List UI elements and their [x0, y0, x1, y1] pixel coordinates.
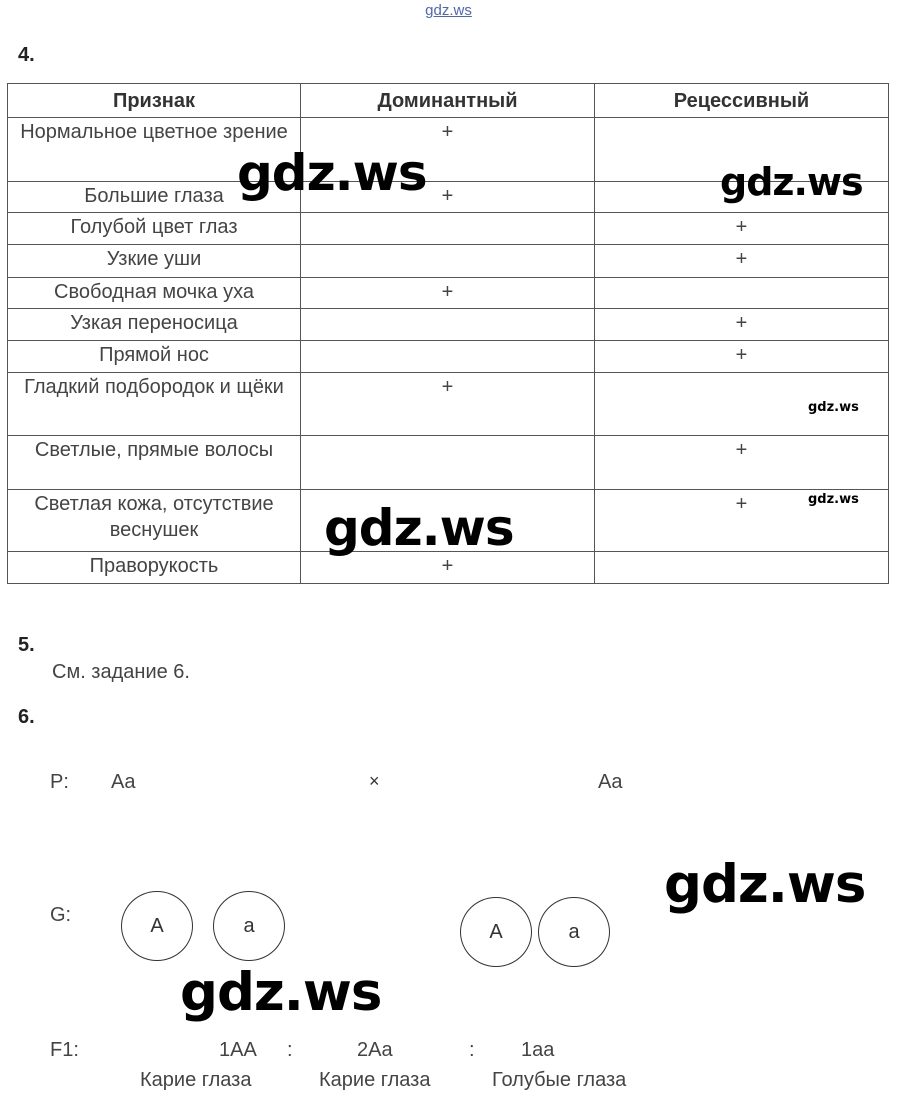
dominant-cell: +: [301, 182, 595, 213]
gamete-label: A: [489, 920, 503, 943]
table-row: [8, 341, 889, 373]
watermark: gdz.ws: [180, 962, 382, 1023]
table-row: [8, 245, 889, 278]
dominant-cell: [301, 341, 595, 373]
trait-cell: Светлая кожа, отсутствие веснушек: [8, 490, 301, 552]
dominant-cell: +: [301, 118, 595, 182]
watermark: gdz.ws: [324, 499, 514, 557]
task-5-number: 5.: [18, 634, 35, 656]
dominant-cell: [301, 436, 595, 490]
gamete-circle: [460, 897, 532, 967]
cross-symbol: ×: [369, 771, 380, 791]
recessive-cell: +: [595, 490, 889, 552]
trait-cell: Праворукость: [8, 552, 301, 584]
g-label: G:: [50, 904, 72, 926]
watermark: gdz.ws: [808, 400, 859, 415]
p-parent2: Aa: [598, 771, 623, 793]
trait-cell: Узкая переносица: [8, 309, 301, 341]
task-6-number: 6.: [18, 706, 35, 728]
trait-cell: Большие глаза: [8, 182, 301, 213]
gamete-circle: [213, 891, 285, 961]
trait-cell: Голубой цвет глаз: [8, 213, 301, 245]
watermark: gdz.ws: [808, 492, 859, 507]
task-5-text: См. задание 6.: [52, 661, 190, 683]
recessive-cell: +: [595, 309, 889, 341]
task-4-number: 4.: [18, 44, 35, 66]
gamete-label: a: [243, 914, 255, 937]
header-watermark-link[interactable]: gdz.ws: [425, 2, 472, 19]
gamete-circle: [538, 897, 610, 967]
dominant-cell: [301, 213, 595, 245]
trait-cell: Прямой нос: [8, 341, 301, 373]
watermark: gdz.ws: [237, 144, 427, 202]
recessive-cell: [595, 278, 889, 309]
trait-cell: Гладкий подбородок и щёки: [8, 373, 301, 436]
watermark: gdz.ws: [720, 160, 863, 204]
gamete-circle: [121, 891, 193, 961]
table-row: [8, 436, 889, 490]
f1-phenotype: Карие глаза: [140, 1069, 252, 1091]
dominant-cell: +: [301, 373, 595, 436]
header-trait: Признак: [8, 84, 301, 118]
watermark: gdz.ws: [664, 854, 866, 915]
trait-cell: Нормальное цветное зрение: [8, 118, 301, 182]
header-dominant: Доминантный: [301, 84, 595, 118]
gamete-label: A: [150, 914, 164, 937]
table-row: [8, 373, 889, 436]
f1-genotype: 1aa: [521, 1039, 555, 1061]
recessive-cell: +: [595, 341, 889, 373]
p-parent1: Aa: [111, 771, 136, 793]
dominant-cell: [301, 309, 595, 341]
table-row: [8, 278, 889, 309]
table-row: [8, 309, 889, 341]
dominant-cell: +: [301, 278, 595, 309]
trait-cell: Свободная мочка уха: [8, 278, 301, 309]
f1-genotype: 1AA: [219, 1039, 257, 1061]
p-label: P:: [50, 771, 69, 793]
f1-separator: :: [287, 1039, 293, 1061]
f1-separator: :: [469, 1039, 475, 1061]
trait-cell: Узкие уши: [8, 245, 301, 278]
gamete-label: a: [568, 920, 580, 943]
f1-phenotype: Голубые глаза: [492, 1069, 627, 1091]
table-header-row: [8, 84, 889, 118]
recessive-cell: +: [595, 245, 889, 278]
f1-phenotype: Карие глаза: [319, 1069, 431, 1091]
recessive-cell: +: [595, 436, 889, 490]
header-recessive: Рецессивный: [595, 84, 889, 118]
recessive-cell: [595, 552, 889, 584]
dominant-cell: +: [301, 552, 595, 584]
recessive-cell: +: [595, 213, 889, 245]
f1-label: F1:: [50, 1039, 79, 1061]
table-row: [8, 213, 889, 245]
dominant-cell: [301, 245, 595, 278]
f1-genotype: 2Aa: [357, 1039, 393, 1061]
trait-cell: Светлые, прямые волосы: [8, 436, 301, 490]
